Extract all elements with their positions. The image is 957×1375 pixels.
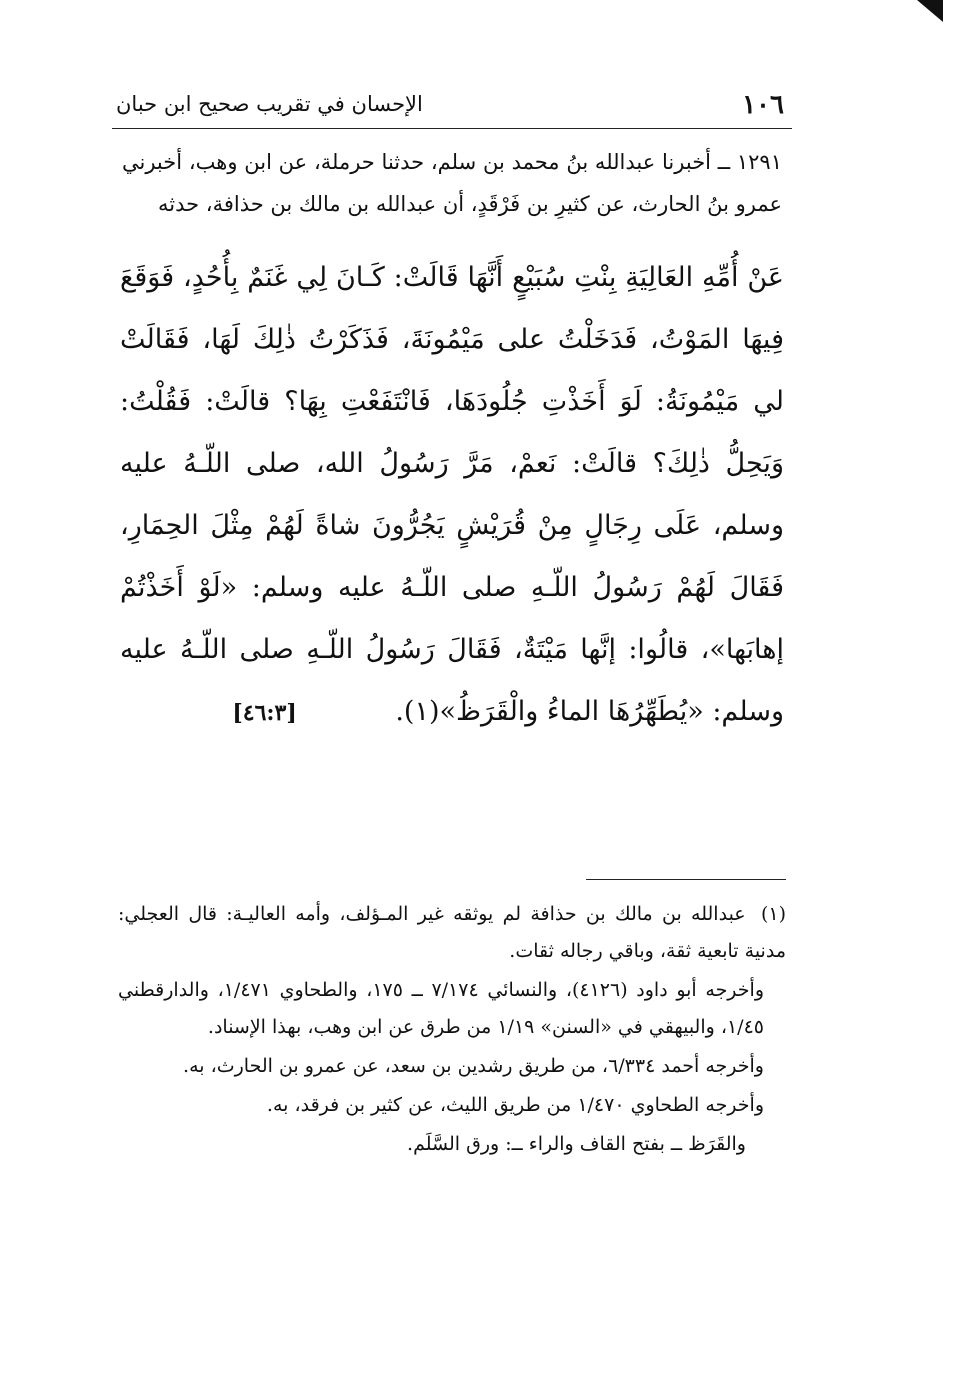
- footnote-separator: [586, 879, 786, 880]
- footnote-paragraph-2: وأخرجه أبو داود (٤١٢٦)، والنسائي ٧/١٧٤ ــ ١٧٥، والطحاوي ١/٤٧١، والدارقطني ١/٤٥، والبيهقي في «السنن» ١/١٩ من طرق عن ابن وهب، بهذا الإسناد.: [118, 979, 764, 1038]
- book-page: [112, 84, 792, 744]
- footnote-paragraph-5: والقَرَظ ــ بفتح القاف والراء ــ: ورق السَّلَم.: [407, 1133, 746, 1155]
- page-header: [112, 84, 792, 129]
- isnad-paragraph: ١٢٩١ ــ أخبرنا عبدالله بنُ محمد بن سلم، حدثنا حرملة، عن ابن وهب، أخبرني عمرو بنُ الحارث، عن كثيرِ بن فَرْقَدٍ، أن عبدالله بن مالك بن حذافة، حدثه: [122, 150, 782, 216]
- page-number: ١٠٦: [742, 90, 784, 120]
- hadith-reference: [٤٦:٣]: [232, 700, 297, 726]
- footnote-1-text: عبدالله بن مالك بن حذافة لم يوثقه غير المـؤلف، وأمه العاليـة: قال العجلي: مدنية تابعية ثقة، وباقي رجاله ثقات.: [118, 903, 786, 962]
- footnote-number: (١): [760, 903, 786, 925]
- footnote-paragraph-3: وأخرجه أحمد ٦/٣٣٤، من طريق رشدين بن سعد، عن عمرو بن الحارث، به.: [183, 1055, 764, 1077]
- hadith-text: عَنْ أُمِّهِ العَالِيَةِ بِنْتِ سُبَيْعٍ أَنَّهَا قَالَتْ: كَـانَ لِي غَنَمٌ بِأُحُدٍ، فَوَقَعَ فِيهَا المَوْتُ، فَدَخَلْتُ على مَيْمُونَةَ، فَذَكَرْتُ ذٰلِكَ لَهَا، فَقَالَتْ لي مَيْمُونَةُ: لَوَ أَخَذْتِ جُلُودَهَا، فَانْتَفَعْتِ بِهَا؟ قالَتْ: فَقُلْتُ: وَيَحِلُّ ذٰلِكَ؟ قالَتْ: نَعمْ، مَرَّ رَسُولُ الله، صلى اللّـهُ عليه وسلم، عَلَى رِجَالٍ مِنْ قُرَيْشٍ يَجُرُّونَ شاةً لَهُمْ مِثْلَ الحِمَارِ، فَقَالَ لَهُمْ رَسُولُ اللّـهِ صلى اللّـهُ عليه وسلم: «لَوْ أَخَذْتُمْ إهابَها»، قالُوا: إنَّها مَيْتَةٌ، فَقَالَ رَسُولُ اللّـهِ صلى اللّـهُ عليه وسلم: «يُطَهِّرُهَا الماءُ والْقَرَظُ»(١).: [120, 262, 784, 727]
- scan-corner-mark: [917, 0, 943, 22]
- hadith-text-block: [112, 247, 792, 744]
- footnotes: [118, 896, 786, 1165]
- running-title: الإحسان في تقريب صحيح ابن حبان: [116, 92, 423, 116]
- footnote-1: [118, 896, 786, 970]
- footnote-paragraph-4: وأخرجه الطحاوي ١/٤٧٠ من طريق الليث، عن كثير بن فرقد، به.: [266, 1094, 764, 1116]
